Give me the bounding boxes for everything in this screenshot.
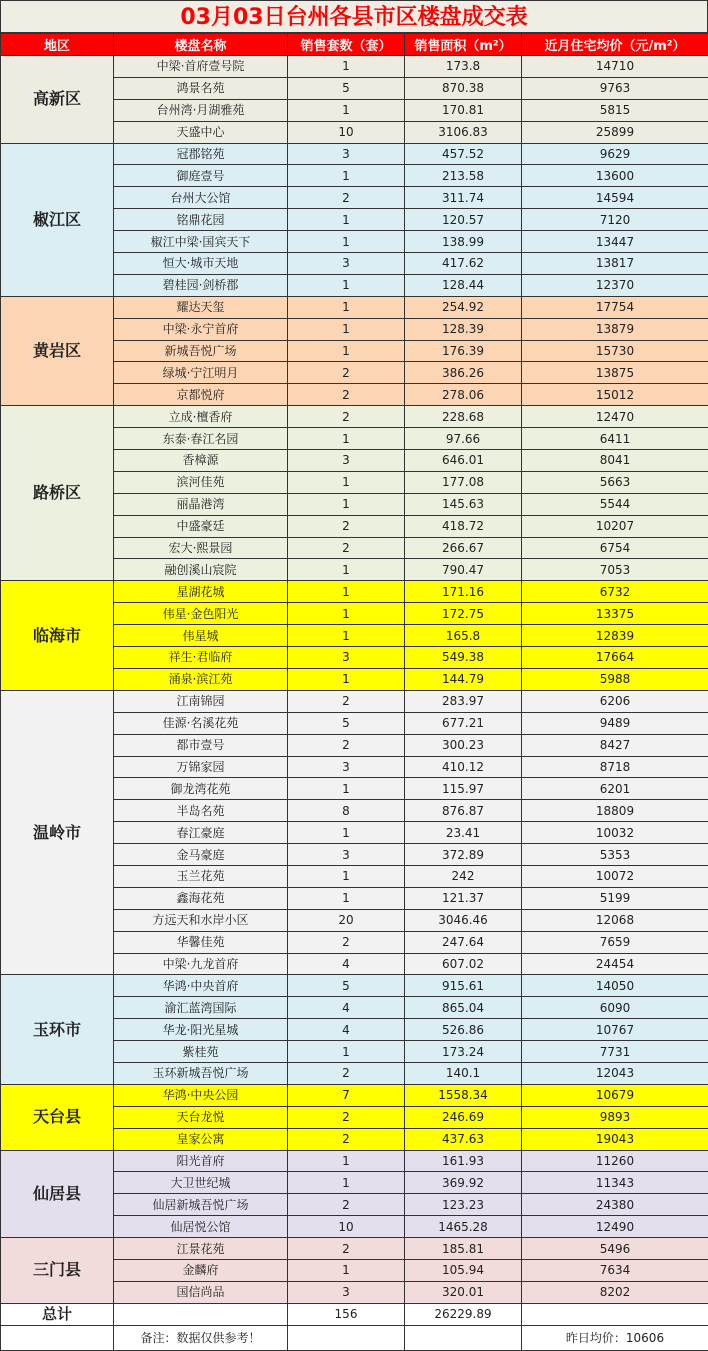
avg-price-cell: 9763 <box>522 77 708 99</box>
project-name-cell: 皇家公寓 <box>114 1128 288 1150</box>
avg-price-cell: 14710 <box>522 56 708 78</box>
avg-price-cell: 15730 <box>522 340 708 362</box>
area-sold-cell: 213.58 <box>405 165 522 187</box>
project-name-cell: 仙居悦公馆 <box>114 1216 288 1238</box>
project-name-cell: 中梁·九龙首府 <box>114 953 288 975</box>
avg-price-cell: 5544 <box>522 493 708 515</box>
units-sold-cell: 10 <box>288 121 405 143</box>
avg-price-cell: 6201 <box>522 778 708 800</box>
project-name-cell: 渝汇蓝湾国际 <box>114 997 288 1019</box>
project-name-cell: 华鸿·中央公园 <box>114 1084 288 1106</box>
project-name-cell: 立成·檀香府 <box>114 406 288 428</box>
area-sold-cell: 1465.28 <box>405 1216 522 1238</box>
avg-price-cell: 17754 <box>522 296 708 318</box>
units-sold-cell: 1 <box>288 318 405 340</box>
units-sold-cell: 4 <box>288 997 405 1019</box>
area-sold-cell: 145.63 <box>405 493 522 515</box>
avg-price-cell: 9629 <box>522 143 708 165</box>
project-name-cell: 玉环新城吾悦广场 <box>114 1062 288 1084</box>
table-row <box>1 1238 708 1260</box>
yesterday-avg-price: 昨日均价：10606 <box>522 1325 708 1350</box>
avg-price-cell: 9489 <box>522 712 708 734</box>
area-sold-cell: 172.75 <box>405 603 522 625</box>
avg-price-cell: 12839 <box>522 625 708 647</box>
area-sold-cell: 300.23 <box>405 734 522 756</box>
avg-price-cell: 8718 <box>522 756 708 778</box>
avg-price-cell: 8202 <box>522 1281 708 1303</box>
units-sold-cell: 1 <box>288 493 405 515</box>
units-sold-cell: 1 <box>288 1172 405 1194</box>
area-sold-cell: 790.47 <box>405 559 522 581</box>
project-name-cell: 阳光首府 <box>114 1150 288 1172</box>
area-sold-cell: 173.8 <box>405 56 522 78</box>
avg-price-cell: 6090 <box>522 997 708 1019</box>
units-sold-cell: 5 <box>288 975 405 997</box>
project-name-cell: 华鸿·中央首府 <box>114 975 288 997</box>
units-sold-cell: 3 <box>288 1281 405 1303</box>
avg-price-cell: 18809 <box>522 800 708 822</box>
units-sold-cell: 3 <box>288 844 405 866</box>
avg-price-cell: 5353 <box>522 844 708 866</box>
avg-price-cell: 12490 <box>522 1216 708 1238</box>
units-sold-cell: 3 <box>288 647 405 669</box>
project-name-cell: 涌泉·滨江苑 <box>114 668 288 690</box>
units-sold-cell: 2 <box>288 362 405 384</box>
header-area-sold: 销售面积（m²） <box>405 34 522 56</box>
area-sold-cell: 3106.83 <box>405 121 522 143</box>
avg-price-cell: 8041 <box>522 450 708 472</box>
area-sold-cell: 870.38 <box>405 77 522 99</box>
avg-price-cell: 24380 <box>522 1194 708 1216</box>
avg-price-cell: 13600 <box>522 165 708 187</box>
total-units: 156 <box>288 1303 405 1325</box>
units-sold-cell: 3 <box>288 253 405 275</box>
area-sold-cell: 23.41 <box>405 822 522 844</box>
table-body <box>1 56 708 1304</box>
note-remark: 备注：数据仅供参考！ <box>114 1325 288 1350</box>
region-cell: 仙居县 <box>1 1150 114 1238</box>
project-name-cell: 冠郡铭苑 <box>114 143 288 165</box>
area-sold-cell: 144.79 <box>405 668 522 690</box>
header-row <box>1 34 708 56</box>
avg-price-cell: 14050 <box>522 975 708 997</box>
units-sold-cell: 1 <box>288 1041 405 1063</box>
units-sold-cell: 2 <box>288 734 405 756</box>
project-name-cell: 春江豪庭 <box>114 822 288 844</box>
area-sold-cell: 140.1 <box>405 1062 522 1084</box>
project-name-cell: 江南锦园 <box>114 690 288 712</box>
area-sold-cell: 171.16 <box>405 581 522 603</box>
avg-price-cell: 6754 <box>522 537 708 559</box>
units-sold-cell: 4 <box>288 953 405 975</box>
region-cell: 三门县 <box>1 1238 114 1304</box>
units-sold-cell: 1 <box>288 1259 405 1281</box>
units-sold-cell: 2 <box>288 1194 405 1216</box>
area-sold-cell: 418.72 <box>405 515 522 537</box>
region-cell: 路桥区 <box>1 406 114 581</box>
avg-price-cell: 10207 <box>522 515 708 537</box>
avg-price-cell: 7659 <box>522 931 708 953</box>
area-sold-cell: 121.37 <box>405 887 522 909</box>
project-name-cell: 天盛中心 <box>114 121 288 143</box>
area-sold-cell: 254.92 <box>405 296 522 318</box>
project-name-cell: 香樟源 <box>114 450 288 472</box>
region-cell: 临海市 <box>1 581 114 690</box>
header-avg-price: 近月住宅均价（元/m²） <box>522 34 708 56</box>
units-sold-cell: 1 <box>288 340 405 362</box>
project-name-cell: 伟星·金色阳光 <box>114 603 288 625</box>
area-sold-cell: 115.97 <box>405 778 522 800</box>
avg-price-cell: 5199 <box>522 887 708 909</box>
avg-price-cell: 7053 <box>522 559 708 581</box>
project-name-cell: 紫桂苑 <box>114 1041 288 1063</box>
avg-price-cell: 12370 <box>522 274 708 296</box>
project-name-cell: 仙居新城吾悦广场 <box>114 1194 288 1216</box>
avg-price-cell: 12043 <box>522 1062 708 1084</box>
project-name-cell: 东泰·春江名园 <box>114 428 288 450</box>
header-units-sold: 销售套数（套） <box>288 34 405 56</box>
project-name-cell: 万锦家园 <box>114 756 288 778</box>
area-sold-cell: 283.97 <box>405 690 522 712</box>
units-sold-cell: 1 <box>288 99 405 121</box>
project-name-cell: 半岛名苑 <box>114 800 288 822</box>
area-sold-cell: 242 <box>405 865 522 887</box>
units-sold-cell: 1 <box>288 1150 405 1172</box>
avg-price-cell: 25899 <box>522 121 708 143</box>
units-sold-cell: 1 <box>288 822 405 844</box>
units-sold-cell: 2 <box>288 1062 405 1084</box>
area-sold-cell: 177.08 <box>405 471 522 493</box>
project-name-cell: 融创溪山宸院 <box>114 559 288 581</box>
units-sold-cell: 1 <box>288 56 405 78</box>
project-name-cell: 御龙湾花苑 <box>114 778 288 800</box>
avg-price-cell: 6206 <box>522 690 708 712</box>
area-sold-cell: 128.44 <box>405 274 522 296</box>
project-name-cell: 御庭壹号 <box>114 165 288 187</box>
project-name-cell: 绿城·宁江明月 <box>114 362 288 384</box>
area-sold-cell: 176.39 <box>405 340 522 362</box>
project-name-cell: 星湖花城 <box>114 581 288 603</box>
area-sold-cell: 246.69 <box>405 1106 522 1128</box>
area-sold-cell: 372.89 <box>405 844 522 866</box>
units-sold-cell: 1 <box>288 471 405 493</box>
project-name-cell: 大卫世纪城 <box>114 1172 288 1194</box>
project-name-cell: 鸿景名苑 <box>114 77 288 99</box>
avg-price-cell: 15012 <box>522 384 708 406</box>
avg-price-cell: 6411 <box>522 428 708 450</box>
units-sold-cell: 1 <box>288 887 405 909</box>
avg-price-cell: 11260 <box>522 1150 708 1172</box>
total-empty-price <box>522 1303 708 1325</box>
table-row <box>1 143 708 165</box>
project-name-cell: 江景花苑 <box>114 1238 288 1260</box>
units-sold-cell: 1 <box>288 165 405 187</box>
project-name-cell: 台州大公馆 <box>114 187 288 209</box>
area-sold-cell: 97.66 <box>405 428 522 450</box>
avg-price-cell: 10679 <box>522 1084 708 1106</box>
area-sold-cell: 386.26 <box>405 362 522 384</box>
avg-price-cell: 10032 <box>522 822 708 844</box>
units-sold-cell: 4 <box>288 1019 405 1041</box>
project-name-cell: 台州湾·月湖雅苑 <box>114 99 288 121</box>
units-sold-cell: 3 <box>288 450 405 472</box>
area-sold-cell: 437.63 <box>405 1128 522 1150</box>
area-sold-cell: 228.68 <box>405 406 522 428</box>
avg-price-cell: 13447 <box>522 231 708 253</box>
avg-price-cell: 5663 <box>522 471 708 493</box>
units-sold-cell: 5 <box>288 77 405 99</box>
avg-price-cell: 5988 <box>522 668 708 690</box>
project-name-cell: 国信尚品 <box>114 1281 288 1303</box>
region-cell: 玉环市 <box>1 975 114 1084</box>
total-empty <box>114 1303 288 1325</box>
avg-price-cell: 12068 <box>522 909 708 931</box>
region-cell: 高新区 <box>1 56 114 144</box>
note-empty-3 <box>405 1325 522 1350</box>
units-sold-cell: 1 <box>288 274 405 296</box>
table-row <box>1 296 708 318</box>
units-sold-cell: 2 <box>288 1238 405 1260</box>
area-sold-cell: 526.86 <box>405 1019 522 1041</box>
units-sold-cell: 2 <box>288 515 405 537</box>
note-row <box>1 1325 708 1350</box>
units-sold-cell: 1 <box>288 778 405 800</box>
avg-price-cell: 8427 <box>522 734 708 756</box>
header-project-name: 楼盘名称 <box>114 34 288 56</box>
project-name-cell: 恒大·城市天地 <box>114 253 288 275</box>
units-sold-cell: 2 <box>288 537 405 559</box>
avg-price-cell: 6732 <box>522 581 708 603</box>
units-sold-cell: 10 <box>288 1216 405 1238</box>
units-sold-cell: 2 <box>288 931 405 953</box>
area-sold-cell: 646.01 <box>405 450 522 472</box>
area-sold-cell: 1558.34 <box>405 1084 522 1106</box>
avg-price-cell: 12470 <box>522 406 708 428</box>
project-name-cell: 华馨佳苑 <box>114 931 288 953</box>
units-sold-cell: 2 <box>288 187 405 209</box>
units-sold-cell: 1 <box>288 209 405 231</box>
area-sold-cell: 161.93 <box>405 1150 522 1172</box>
area-sold-cell: 173.24 <box>405 1041 522 1063</box>
page-title: 03月03日台州各县市区楼盘成交表 <box>0 0 708 33</box>
total-label: 总计 <box>1 1303 114 1325</box>
table-row <box>1 56 708 78</box>
avg-price-cell: 13817 <box>522 253 708 275</box>
total-area: 26229.89 <box>405 1303 522 1325</box>
project-name-cell: 滨河佳苑 <box>114 471 288 493</box>
avg-price-cell: 13875 <box>522 362 708 384</box>
area-sold-cell: 247.64 <box>405 931 522 953</box>
area-sold-cell: 278.06 <box>405 384 522 406</box>
avg-price-cell: 14594 <box>522 187 708 209</box>
area-sold-cell: 549.38 <box>405 647 522 669</box>
units-sold-cell: 7 <box>288 1084 405 1106</box>
project-name-cell: 天台龙悦 <box>114 1106 288 1128</box>
avg-price-cell: 13375 <box>522 603 708 625</box>
area-sold-cell: 138.99 <box>405 231 522 253</box>
area-sold-cell: 266.67 <box>405 537 522 559</box>
project-name-cell: 金马豪庭 <box>114 844 288 866</box>
project-name-cell: 京都悦府 <box>114 384 288 406</box>
total-row <box>1 1303 708 1325</box>
table-row <box>1 1150 708 1172</box>
area-sold-cell: 185.81 <box>405 1238 522 1260</box>
avg-price-cell: 17664 <box>522 647 708 669</box>
project-name-cell: 碧桂园·剑桥郡 <box>114 274 288 296</box>
project-name-cell: 华龙·阳光星城 <box>114 1019 288 1041</box>
area-sold-cell: 320.01 <box>405 1281 522 1303</box>
table-row <box>1 1084 708 1106</box>
project-name-cell: 新城吾悦广场 <box>114 340 288 362</box>
project-name-cell: 宏大·熙景园 <box>114 537 288 559</box>
table-row <box>1 406 708 428</box>
units-sold-cell: 1 <box>288 231 405 253</box>
units-sold-cell: 1 <box>288 625 405 647</box>
avg-price-cell: 5496 <box>522 1238 708 1260</box>
project-name-cell: 中梁·永宁首府 <box>114 318 288 340</box>
project-name-cell: 铭鼎花园 <box>114 209 288 231</box>
area-sold-cell: 607.02 <box>405 953 522 975</box>
region-cell: 天台县 <box>1 1084 114 1150</box>
project-name-cell: 佳源·名溪花苑 <box>114 712 288 734</box>
area-sold-cell: 311.74 <box>405 187 522 209</box>
avg-price-cell: 7120 <box>522 209 708 231</box>
area-sold-cell: 417.62 <box>405 253 522 275</box>
avg-price-cell: 11343 <box>522 1172 708 1194</box>
area-sold-cell: 170.81 <box>405 99 522 121</box>
units-sold-cell: 1 <box>288 559 405 581</box>
units-sold-cell: 2 <box>288 406 405 428</box>
units-sold-cell: 20 <box>288 909 405 931</box>
area-sold-cell: 865.04 <box>405 997 522 1019</box>
project-name-cell: 玉兰花苑 <box>114 865 288 887</box>
avg-price-cell: 13879 <box>522 318 708 340</box>
area-sold-cell: 165.8 <box>405 625 522 647</box>
units-sold-cell: 3 <box>288 143 405 165</box>
area-sold-cell: 457.52 <box>405 143 522 165</box>
units-sold-cell: 2 <box>288 1106 405 1128</box>
project-name-cell: 耀达天玺 <box>114 296 288 318</box>
project-name-cell: 鑫海花苑 <box>114 887 288 909</box>
units-sold-cell: 1 <box>288 581 405 603</box>
project-name-cell: 伟星城 <box>114 625 288 647</box>
avg-price-cell: 5815 <box>522 99 708 121</box>
area-sold-cell: 120.57 <box>405 209 522 231</box>
area-sold-cell: 128.39 <box>405 318 522 340</box>
area-sold-cell: 3046.46 <box>405 909 522 931</box>
area-sold-cell: 410.12 <box>405 756 522 778</box>
avg-price-cell: 10767 <box>522 1019 708 1041</box>
avg-price-cell: 19043 <box>522 1128 708 1150</box>
area-sold-cell: 123.23 <box>405 1194 522 1216</box>
units-sold-cell: 1 <box>288 428 405 450</box>
avg-price-cell: 7731 <box>522 1041 708 1063</box>
note-empty <box>1 1325 114 1350</box>
sales-table <box>0 33 708 1351</box>
project-name-cell: 方远天和水岸小区 <box>114 909 288 931</box>
area-sold-cell: 915.61 <box>405 975 522 997</box>
units-sold-cell: 2 <box>288 384 405 406</box>
project-name-cell: 金麟府 <box>114 1259 288 1281</box>
units-sold-cell: 3 <box>288 756 405 778</box>
units-sold-cell: 2 <box>288 1128 405 1150</box>
region-cell: 黄岩区 <box>1 296 114 405</box>
project-name-cell: 椒江中梁·国宾天下 <box>114 231 288 253</box>
avg-price-cell: 7634 <box>522 1259 708 1281</box>
note-empty-2 <box>288 1325 405 1350</box>
area-sold-cell: 369.92 <box>405 1172 522 1194</box>
header-region: 地区 <box>1 34 114 56</box>
units-sold-cell: 1 <box>288 668 405 690</box>
units-sold-cell: 1 <box>288 296 405 318</box>
project-name-cell: 都市壹号 <box>114 734 288 756</box>
units-sold-cell: 1 <box>288 865 405 887</box>
units-sold-cell: 5 <box>288 712 405 734</box>
area-sold-cell: 876.87 <box>405 800 522 822</box>
project-name-cell: 中梁·首府壹号院 <box>114 56 288 78</box>
project-name-cell: 丽晶港湾 <box>114 493 288 515</box>
table-row <box>1 581 708 603</box>
avg-price-cell: 24454 <box>522 953 708 975</box>
avg-price-cell: 10072 <box>522 865 708 887</box>
units-sold-cell: 8 <box>288 800 405 822</box>
avg-price-cell: 9893 <box>522 1106 708 1128</box>
units-sold-cell: 1 <box>288 603 405 625</box>
table-row <box>1 975 708 997</box>
project-name-cell: 中盛豪廷 <box>114 515 288 537</box>
project-name-cell: 祥生·君临府 <box>114 647 288 669</box>
area-sold-cell: 105.94 <box>405 1259 522 1281</box>
area-sold-cell: 677.21 <box>405 712 522 734</box>
region-cell: 温岭市 <box>1 690 114 975</box>
table-row <box>1 690 708 712</box>
units-sold-cell: 2 <box>288 690 405 712</box>
region-cell: 椒江区 <box>1 143 114 296</box>
